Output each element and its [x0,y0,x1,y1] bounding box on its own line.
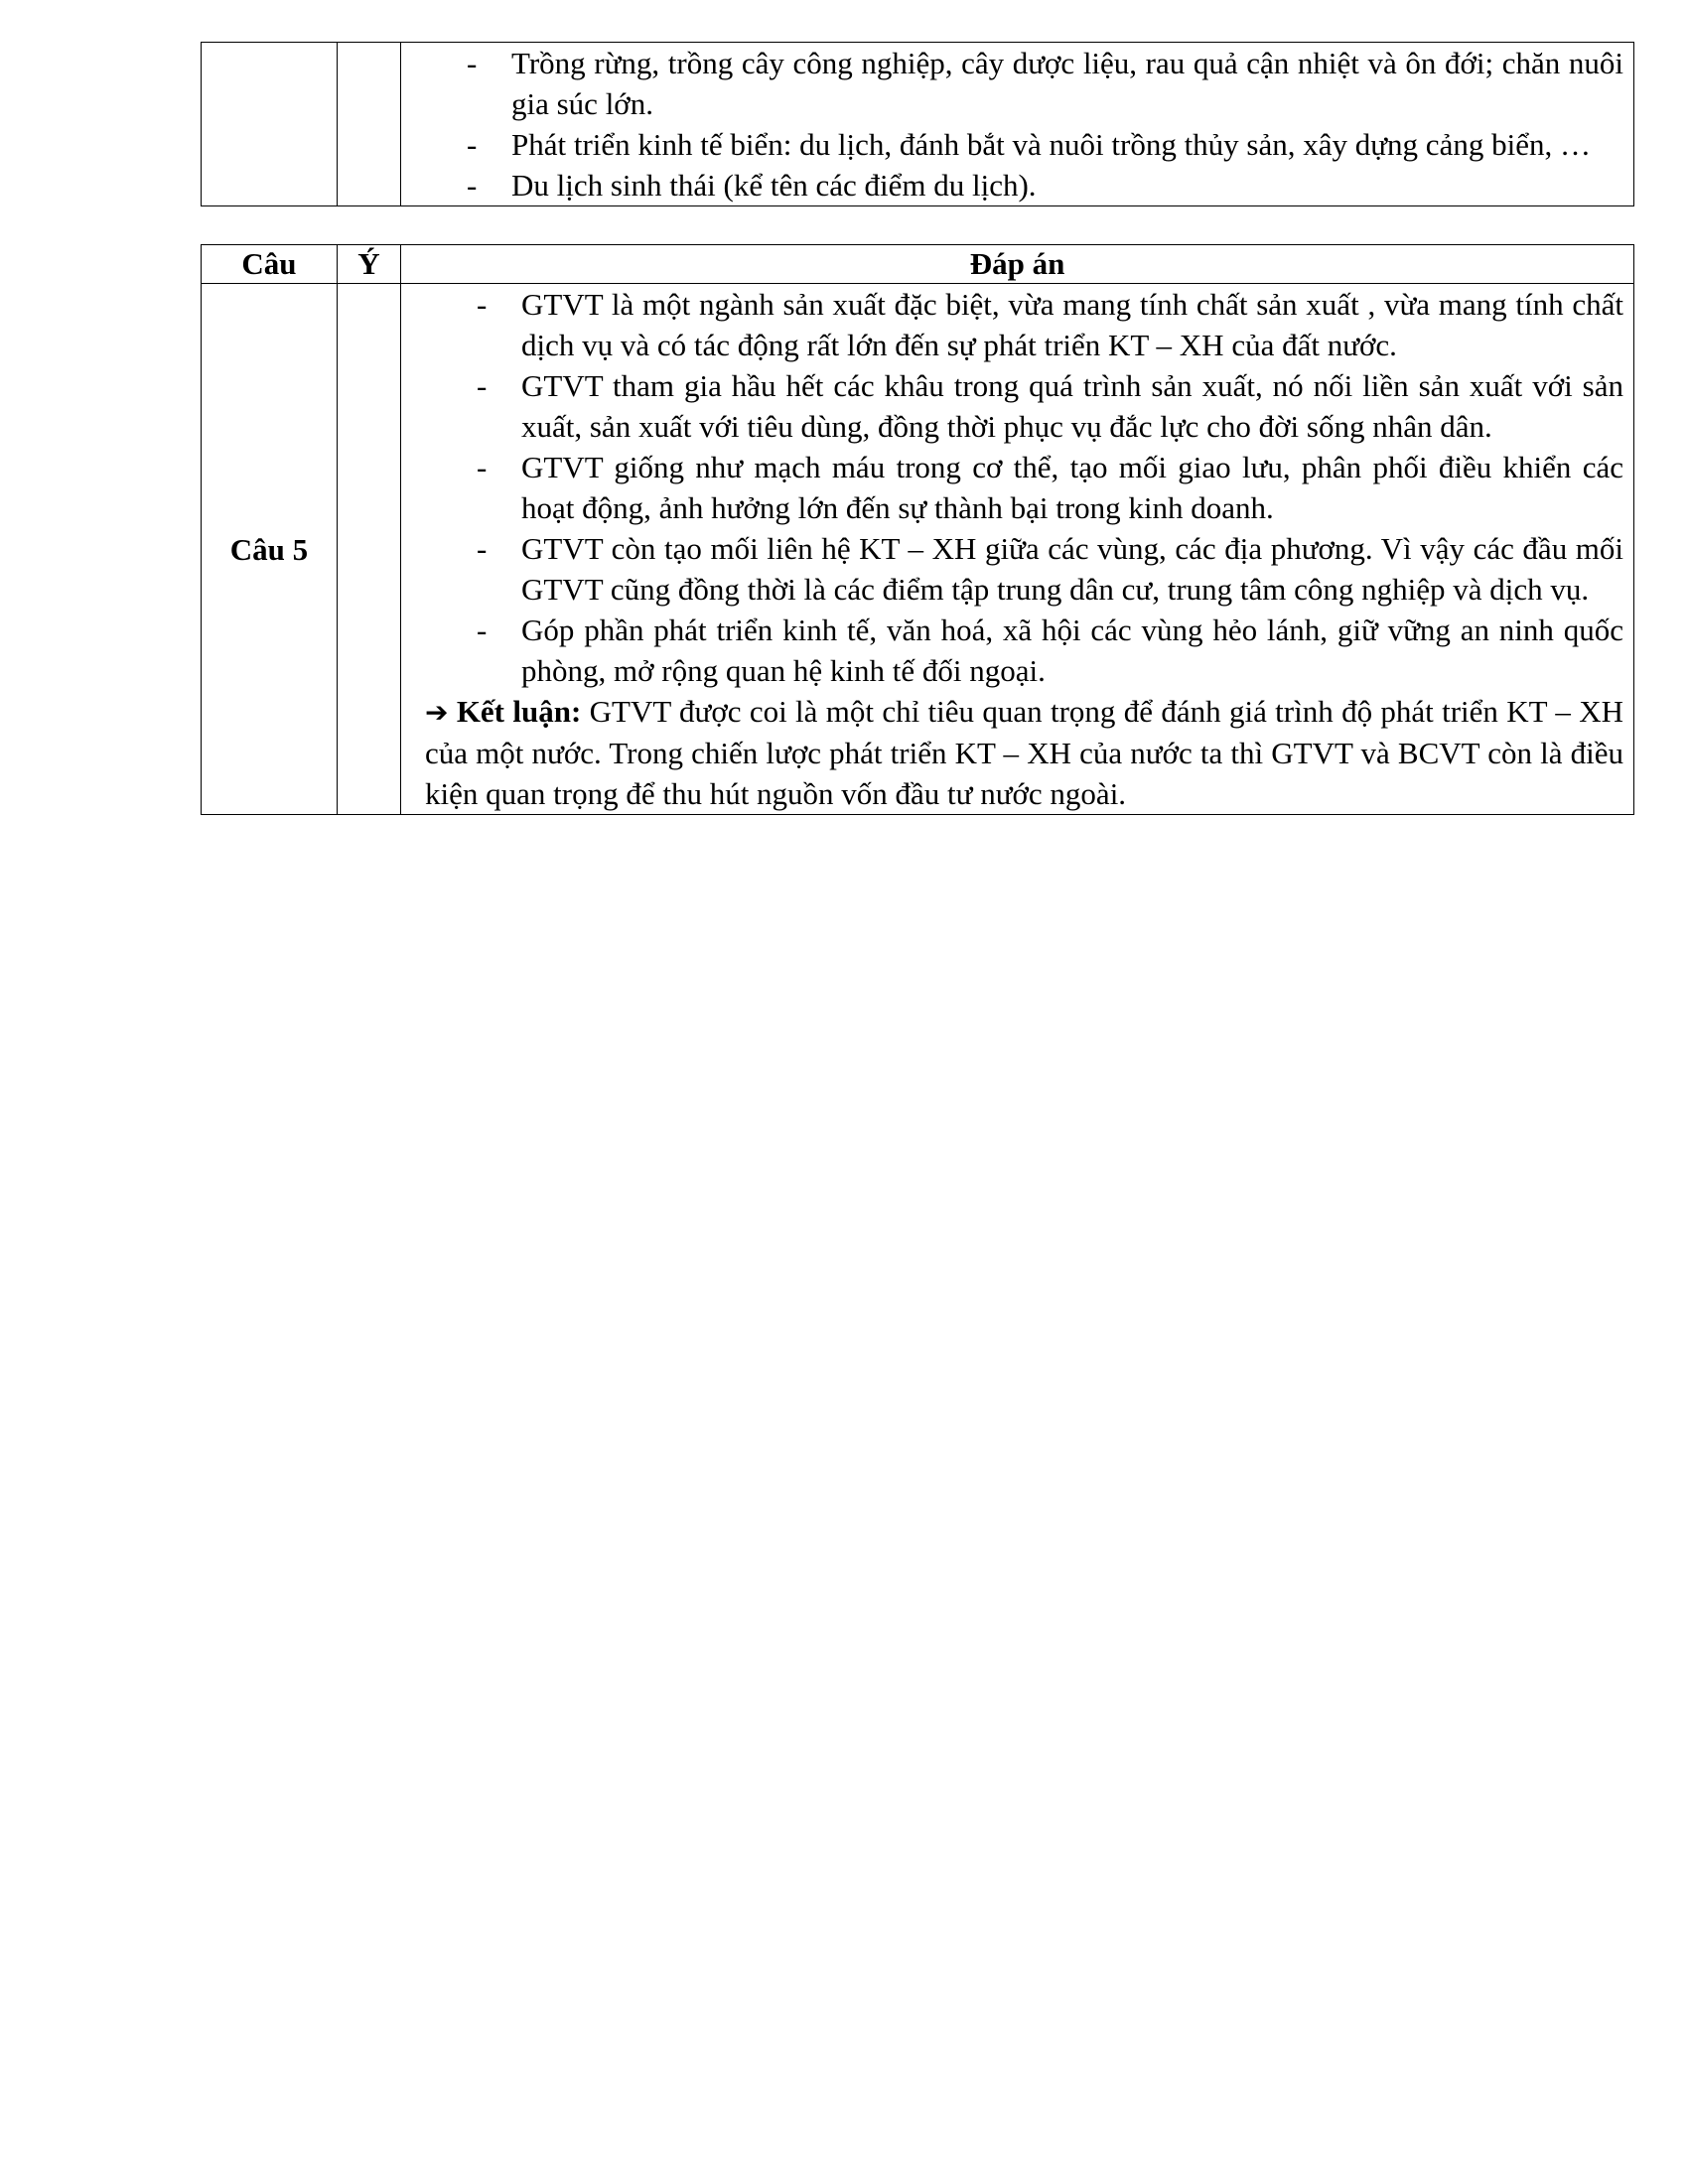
answer-cell [401,43,1634,206]
answer-bullet-list [401,284,1633,691]
list-item: - Du lịch sinh thái (kể tên các điểm du lịch). [401,165,1633,205]
header-question: Câu [202,245,338,284]
answer-table-question-5 [201,244,1634,815]
idea-cell [338,43,401,206]
list-item: - Trồng rừng, trồng cây công nghiệp, cây dược liệu, rau quả cận nhiệt và ôn đới; chăn nuôi gia súc lớn. [401,43,1633,124]
answer-cell [401,284,1634,815]
list-item: - GTVT là một ngành sản xuất đặc biệt, vừa mang tính chất sản xuất , vừa mang tính chất dịch vụ và có tác động rất lớn đến sự phát triển KT – XH của đất nước. [401,284,1633,365]
list-item: - Góp phần phát triển kinh tế, văn hoá, xã hội các vùng hẻo lánh, giữ vững an ninh quốc phòng, mở rộng quan hệ kinh tế đối ngoại. [401,610,1633,691]
continuation-answer-table [201,42,1634,206]
idea-cell [338,284,401,815]
conclusion-text: GTVT được coi là một chỉ tiêu quan trọng để đánh giá trình độ phát triển KT – XH của một nước. Trong chiến lược phát triển KT – XH của nước ta thì GTVT và BCVT còn là điều kiện quan trọng để thu hút nguồn vốn đầu tư nước ngoài. [425,694,1623,811]
conclusion-paragraph [401,691,1633,814]
conclusion-label: Kết luận: [456,694,582,729]
table-row [202,43,1634,206]
question-label: Câu 5 [202,284,338,815]
list-item: - Phát triển kinh tế biển: du lịch, đánh bắt và nuôi trồng thủy sản, xây dựng cảng biển, … [401,124,1633,165]
table-header-row [202,245,1634,284]
question-cell [202,43,338,206]
list-item: - GTVT còn tạo mối liên hệ KT – XH giữa các vùng, các địa phương. Vì vậy các đầu mối GTVT cũng đồng thời là các điểm tập trung dân cư, trung tâm công nghiệp và dịch vụ. [401,528,1633,610]
arrow-right-icon: ➔ [425,696,449,729]
table-row [202,284,1634,815]
answer-bullet-list [401,43,1633,205]
header-answer: Đáp án [401,245,1634,284]
header-idea: Ý [338,245,401,284]
list-item: - GTVT tham gia hầu hết các khâu trong quá trình sản xuất, nó nối liền sản xuất với sản xuất, sản xuất với tiêu dùng, đồng thời phục vụ đắc lực cho đời sống nhân dân. [401,365,1633,447]
list-item: - GTVT giống như mạch máu trong cơ thể, tạo mối giao lưu, phân phối điều khiển các hoạt động, ảnh hưởng lớn đến sự thành bại trong kinh doanh. [401,447,1633,528]
